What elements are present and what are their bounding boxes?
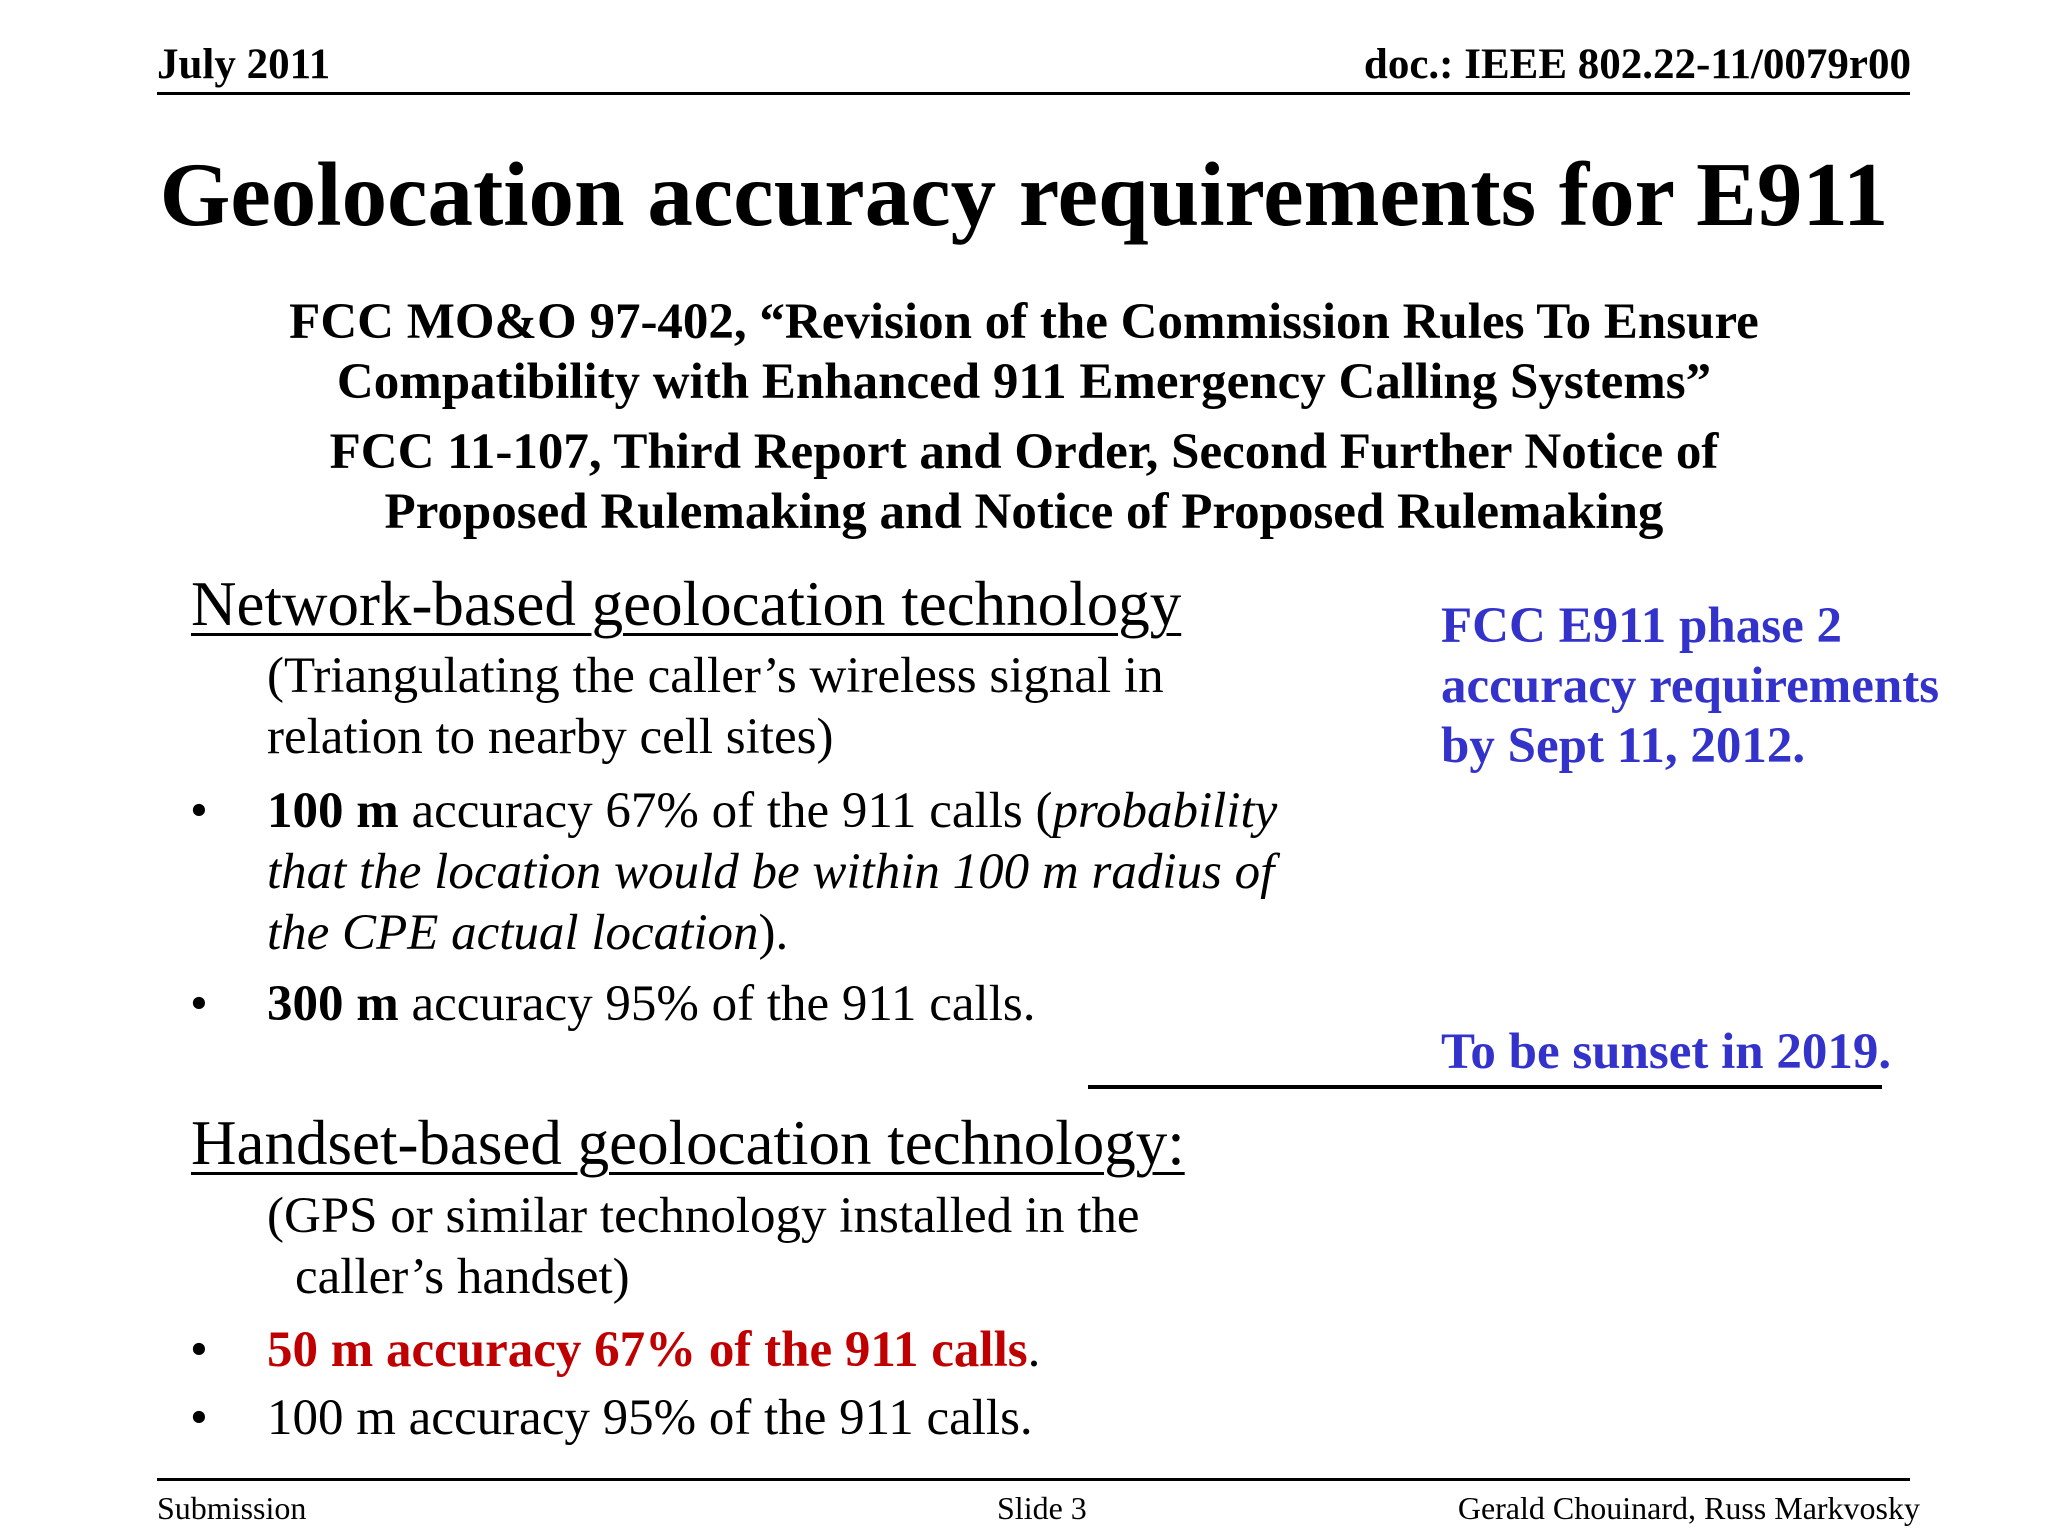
network-bullet-100m-cont [267,903,788,964]
bullet-bold: 300 m [267,976,399,1032]
reference-line: FCC MO&O 97-402, “Revision of the Commission Rules To Ensure [289,294,1759,350]
header-date: July 2011 [157,41,331,88]
network-description: (Triangulating the caller’s wireless signal in [267,648,1164,704]
bullet-marker: • [190,1322,208,1378]
bullet-text: . [1027,1322,1041,1378]
footer-authors: Gerald Chouinard, Russ Markvosky [1457,1490,1920,1526]
bullet-marker: • [190,976,208,1032]
bullet-italic: probability [1052,783,1278,839]
reference-line: FCC 11-107, Third Report and Order, Second Further Notice of [329,424,1719,480]
reference-fcc-11-107 [0,422,2048,542]
phase2-note: by Sept 11, 2012. [1441,718,1806,774]
network-bullet-100m-cont: that the location would be within 100 m radius of [267,844,1275,900]
bullet-text: accuracy 67% of the 911 calls ( [398,783,1053,839]
sunset-note: To be sunset in 2019. [1441,1024,1892,1080]
bullet-italic: the CPE actual location [267,905,759,961]
footer-slide-number: Slide 3 [997,1490,1087,1526]
handset-heading: Handset-based geolocation technology: [191,1108,1185,1178]
phase2-note: FCC E911 phase 2 [1441,598,1842,654]
footer-rule [157,1478,1910,1481]
reference-fcc-97-402 [0,292,2048,412]
bullet-highlight: 50 m accuracy 67% of the 911 calls [267,1322,1028,1378]
handset-bullet-50m [267,1320,1040,1381]
slide-title: Geolocation accuracy requirements for E911 [159,144,1889,245]
bullet-marker: • [190,1390,208,1446]
handset-bullet-100m: 100 m accuracy 95% of the 911 calls. [267,1390,1033,1446]
header-doc-id: doc.: IEEE 802.22-11/0079r00 [1363,41,1911,88]
section-divider [1088,1085,1882,1089]
handset-description: caller’s handset) [295,1249,630,1305]
bullet-text: ). [758,905,789,961]
header-rule [157,92,1910,95]
network-bullet-100m [267,781,1277,842]
reference-line: Proposed Rulemaking and Notice of Proposed Rulemaking [384,484,1664,540]
handset-description: (GPS or similar technology installed in the [267,1188,1140,1244]
footer-submission: Submission [157,1490,307,1526]
reference-line: Compatibility with Enhanced 911 Emergency Calling Systems” [336,354,1712,410]
phase2-note: accuracy requirements [1441,658,1940,714]
bullet-text: accuracy 95% of the 911 calls. [398,976,1036,1032]
bullet-marker: • [190,783,208,839]
network-bullet-300m [267,974,1036,1035]
network-heading: Network-based geolocation technology [191,569,1182,639]
bullet-bold: 100 m [267,783,399,839]
network-description: relation to nearby cell sites) [267,709,834,765]
